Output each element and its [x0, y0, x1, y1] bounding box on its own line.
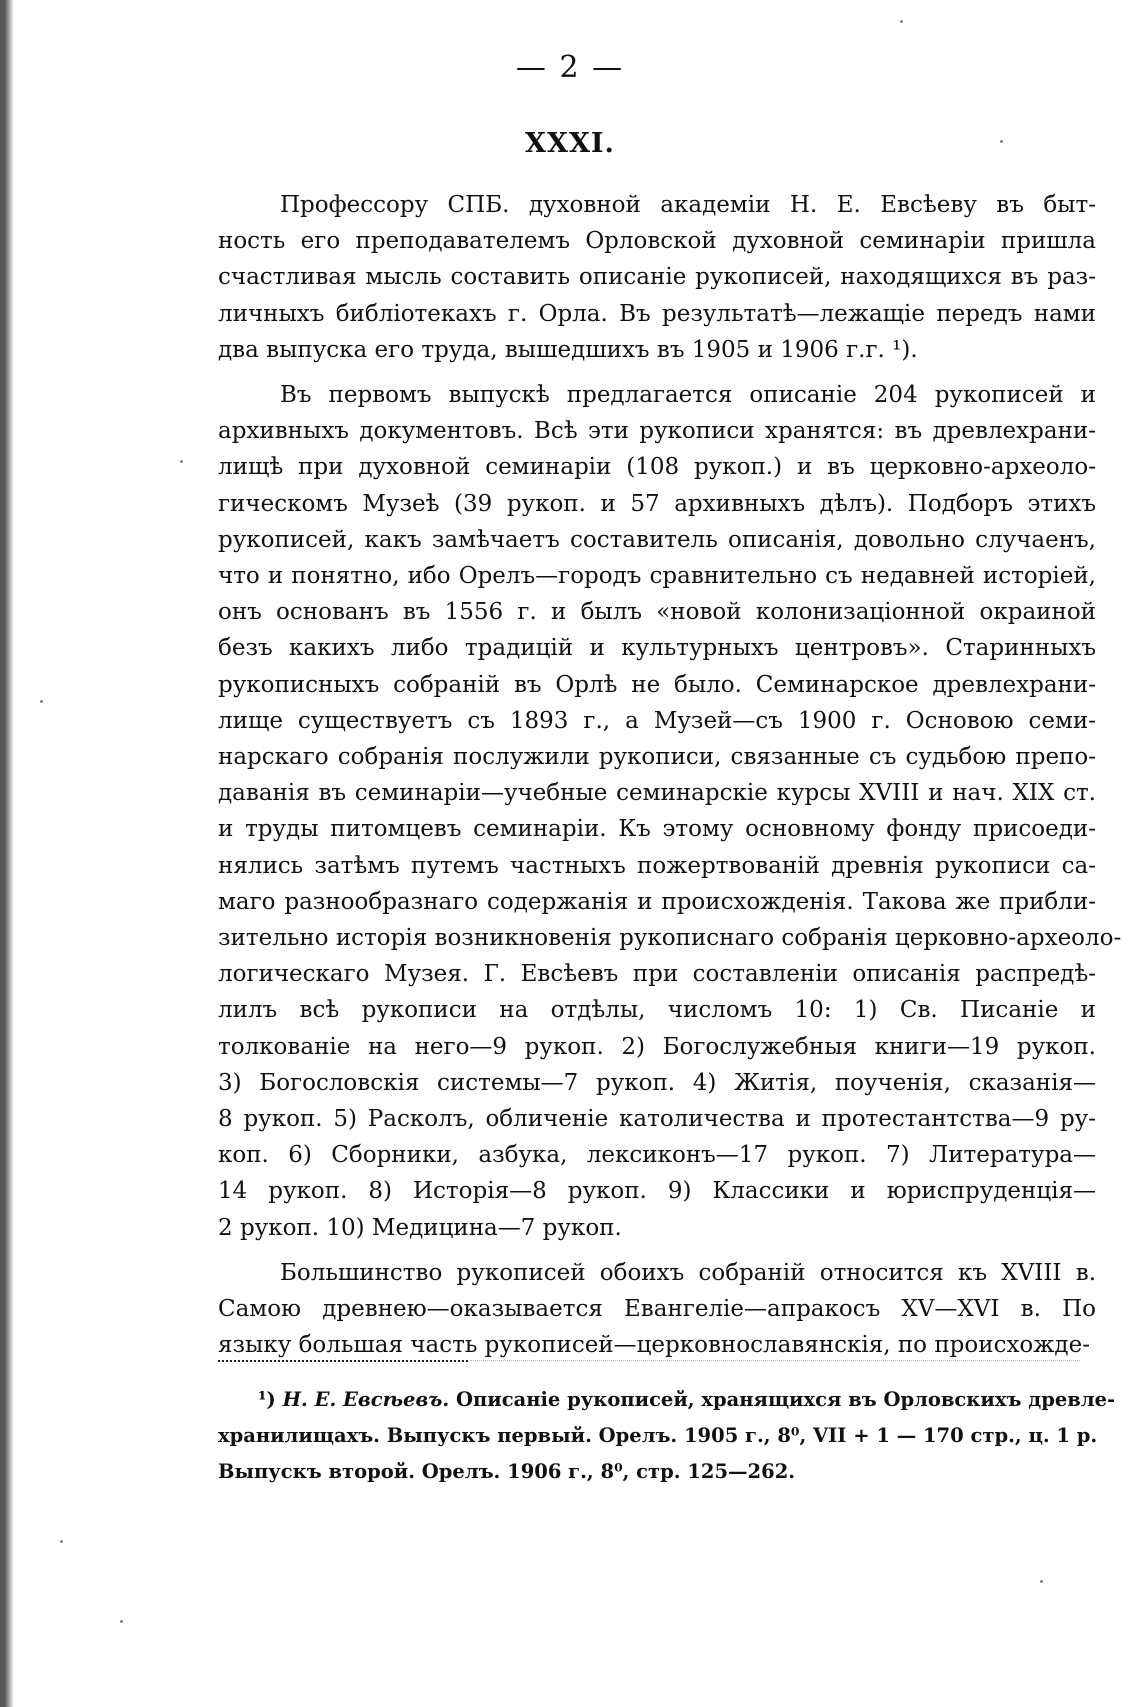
footnote-title: Описаніе рукописей, хранящихся въ Орловскихъ древле-: [456, 1388, 1116, 1411]
footnote-line: хранилищахъ. Выпускъ первый. Орелъ. 1905 г., 8⁰, VII + 1 — 170 стр., ц. 1 р.: [218, 1424, 1098, 1447]
scan-speck: [180, 460, 183, 463]
text-line: 2 рукоп. 10) Медицина—7 рукоп.: [218, 1214, 622, 1241]
text-line: лище существуетъ съ 1893 г., а Музей—съ 1900 г. Основою семи-: [218, 707, 1096, 734]
scan-binding-edge: [0, 0, 14, 1707]
scan-speck: [60, 1540, 63, 1543]
footnote-line: [218, 1382, 1116, 1418]
main-text: [218, 187, 1122, 1364]
text-line: языку большая часть рукописей—церковнославянскія, по происхожде-: [218, 1332, 1090, 1359]
text-line: нарскаго собранія послужили рукописи, связанные съ судьбою препо-: [218, 744, 1096, 771]
text-line: толкованіе на него—9 рукоп. 2) Богослужебныя книги—19 рукоп.: [218, 1033, 1096, 1060]
footnote-marker: ¹): [258, 1388, 276, 1411]
text-line: маго разнообразнаго содержанія и происхожденія. Такова же прибли-: [218, 888, 1096, 915]
footnote-line: Выпускъ второй. Орелъ. 1906 г., 8⁰, стр. 125—262.: [218, 1460, 796, 1483]
text-line: два выпуска его труда, вышедшихъ въ 1905 и 1906 г.г. ¹).: [218, 336, 918, 363]
scan-speck: [900, 20, 903, 23]
text-line: что и понятно, ибо Орелъ—городъ сравнительно съ недавней исторіей,: [218, 563, 1096, 590]
text-line: зительно исторія возникновенія рукописнаго собранія церковно-археоло-: [218, 925, 1122, 952]
scan-speck: [1040, 1580, 1043, 1583]
text-line: Большинство рукописей обоихъ собраній относится къ XVIII в.: [280, 1259, 1096, 1286]
paragraph: [218, 187, 1096, 368]
text-line: ность его преподавателемъ Орловской духовной семинаріи пришла: [218, 228, 1096, 255]
text-line: лилъ всѣ рукописи на отдѣлы, числомъ 10: 1) Св. Писаніе и: [218, 997, 1096, 1024]
text-line: архивныхъ документовъ. Всѣ эти рукописи хранятся: въ древлехрани-: [218, 418, 1096, 445]
text-line: рукописей, какъ замѣчаетъ составитель описанія, довольно случаенъ,: [218, 526, 1096, 553]
text-line: лищѣ при духовной семинаріи (108 рукоп.) и въ церковно-археоло-: [218, 454, 1096, 481]
footnote-separator: [218, 1360, 468, 1362]
text-line: Въ первомъ выпускѣ предлагается описаніе 204 рукописей и: [280, 382, 1096, 409]
text-line: нялись затѣмъ путемъ частныхъ пожертвованій древнія рукописи са-: [218, 852, 1096, 879]
text-line: 3) Богословскія системы—7 рукоп. 4) Житія, поученія, сказанія—: [218, 1069, 1096, 1096]
paragraph-gap: [218, 1246, 1096, 1255]
text-line: логическаго Музея. Г. Евсѣевъ при составленіи описанія распредѣ-: [218, 961, 1096, 988]
paragraph-gap: [218, 368, 1096, 377]
text-line: и труды питомцевъ семинаріи. Къ этому основному фонду присоеди-: [218, 816, 1096, 843]
scan-speck: [120, 1620, 123, 1623]
text-line: 14 рукоп. 8) Исторія—8 рукоп. 9) Классики и юриспруденція—: [218, 1178, 1096, 1205]
paragraphs: [218, 187, 1122, 1364]
footnote-author: Н. Е. Евсѣевъ.: [282, 1388, 450, 1411]
paragraph: [218, 1255, 1096, 1364]
text-line: гическомъ Музеѣ (39 рукоп. и 57 архивныхъ дѣлъ). Подборъ этихъ: [218, 490, 1096, 517]
footnote: [218, 1382, 1116, 1490]
scan-speck: [40, 700, 43, 703]
text-line: безъ какихъ либо традицій и культурныхъ центровъ». Старинныхъ: [218, 635, 1096, 662]
text-line: коп. 6) Сборники, азбука, лексиконъ—17 рукоп. 7) Литература—: [218, 1142, 1096, 1169]
text-line: личныхъ библіотекахъ г. Орла. Въ результатѣ—лежащіе передъ нами: [218, 300, 1096, 327]
section-title: XXXI.: [525, 128, 615, 159]
scan-speck: [1000, 140, 1003, 143]
text-line: рукописныхъ собраній въ Орлѣ не было. Семинарское древлехрани-: [218, 671, 1096, 698]
text-line: даванія въ семинаріи—учебные семинарскіе курсы XVIII и нач. XIX ст.: [218, 780, 1096, 807]
text-line: счастливая мысль составить описаніе рукописей, находящихся въ раз-: [218, 264, 1096, 291]
bleed-through-line: [470, 1360, 1080, 1361]
paragraph: [218, 377, 1122, 1246]
text-line: Профессору СПБ. духовной академіи Н. Е. Евсѣеву въ быт-: [280, 192, 1096, 218]
page-number: — 2 —: [515, 50, 625, 85]
text-line: 8 рукоп. 5) Расколъ, обличеніе католичества и протестантства—9 ру-: [218, 1106, 1096, 1133]
text-line: онъ основанъ въ 1556 г. и былъ «новой колонизаціонной окраиной: [218, 599, 1096, 626]
text-line: Самою древнею—оказывается Евангеліе—апракосъ XV—XVI в. По: [218, 1296, 1096, 1323]
